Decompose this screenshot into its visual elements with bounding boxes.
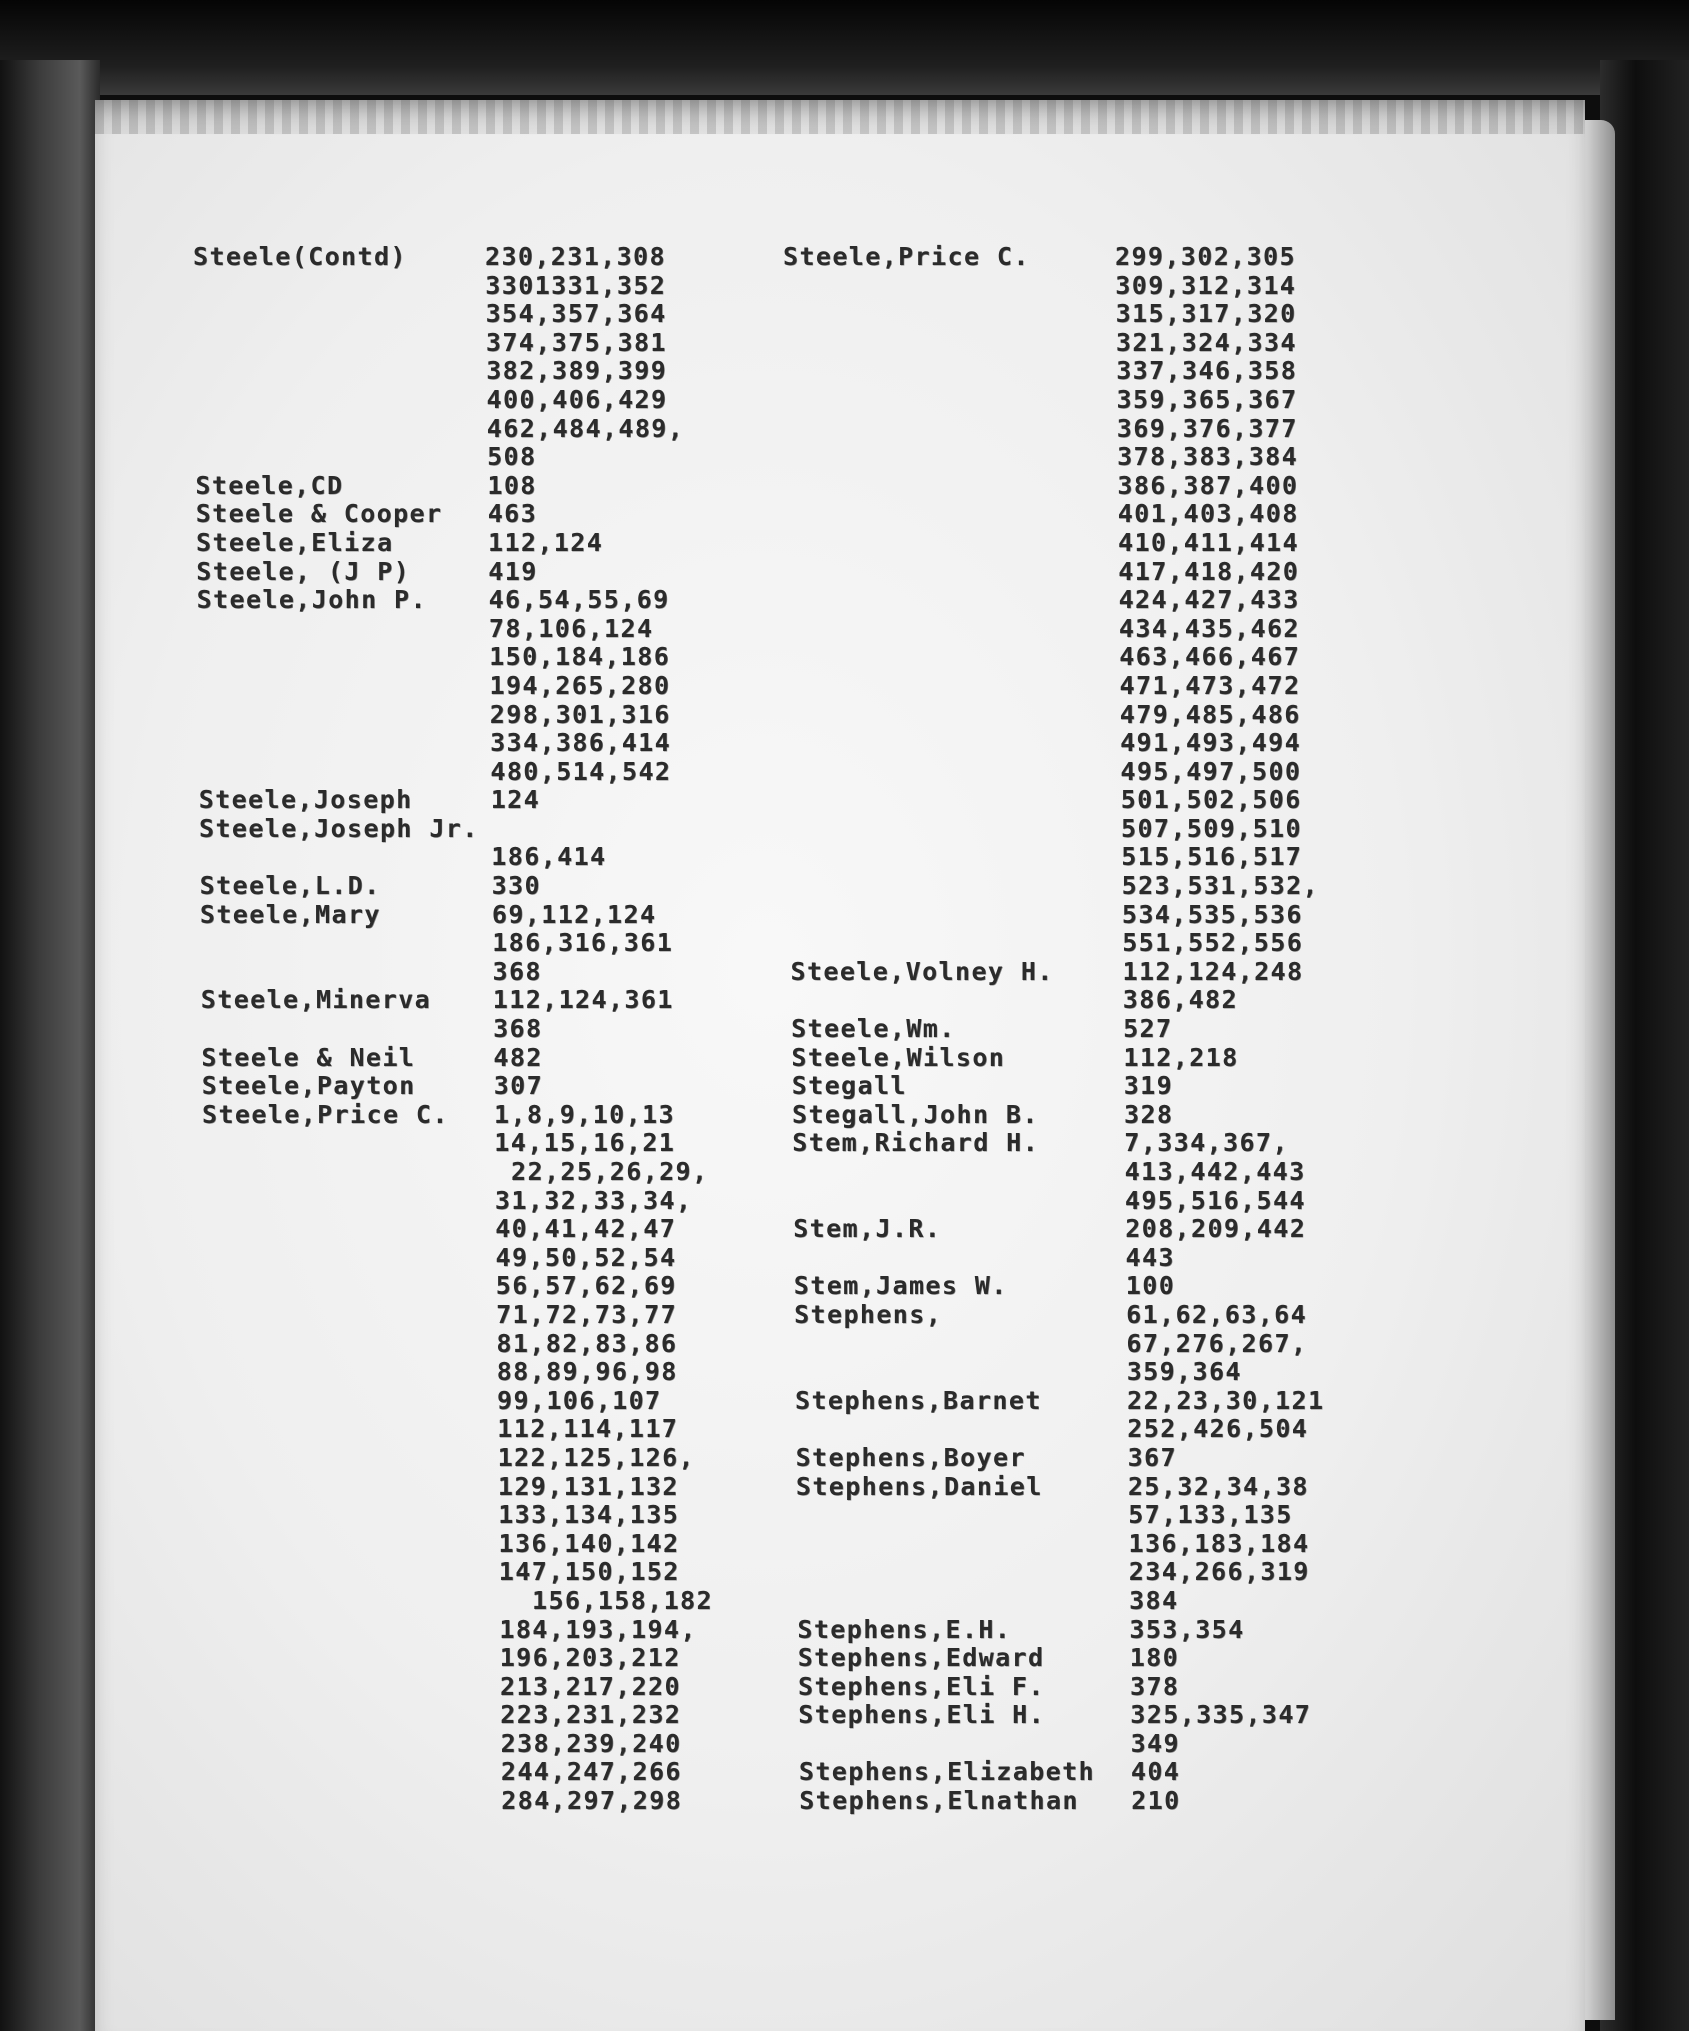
entry-name: Stem,James W. [793, 1271, 1008, 1301]
index-entry [185, 1758, 825, 1787]
index-entry [775, 472, 1495, 501]
index-entry [185, 357, 825, 386]
index-entry [185, 1129, 825, 1158]
index-entry [185, 1387, 825, 1416]
index-entry [775, 1101, 1495, 1130]
index-entry [775, 1015, 1495, 1044]
entry-pages: 515,516,517 [1121, 842, 1303, 872]
entry-pages: 319 [1123, 1071, 1174, 1101]
index-entry [775, 815, 1495, 844]
entry-pages: 471,473,472 [1119, 670, 1301, 700]
entry-pages: 196,203,212 [499, 1643, 681, 1673]
entry-pages: 330 [491, 871, 541, 901]
entry-pages: 419 [488, 556, 538, 586]
entry-pages: 443 [1125, 1242, 1175, 1272]
entry-pages: 349 [1130, 1728, 1180, 1758]
entry-pages: 124 [490, 785, 541, 815]
index-entry [185, 872, 825, 901]
index-entry [185, 615, 825, 644]
entry-pages: 523,531,532, [1121, 871, 1320, 901]
entry-pages: 325,335,347 [1130, 1700, 1312, 1730]
entry-name: Stephens,Barnet [795, 1385, 1042, 1415]
entry-name: Stephens, [794, 1299, 943, 1329]
index-entry [185, 243, 825, 272]
entry-pages: 401,403,408 [1117, 499, 1299, 529]
index-entry [185, 415, 825, 444]
index-entry [775, 729, 1495, 758]
entry-pages: 213,217,220 [500, 1671, 681, 1701]
index-entry [185, 586, 825, 615]
entry-pages: 99,106,107 [497, 1385, 662, 1415]
index-entry [185, 386, 825, 415]
entry-name: Stephens,Elizabeth [798, 1757, 1096, 1787]
index-entry [775, 1558, 1495, 1587]
entry-pages: 463,466,467 [1119, 642, 1301, 672]
entry-name: Steele & Neil [201, 1042, 416, 1072]
index-entry [775, 1673, 1495, 1702]
index-entry [775, 272, 1495, 301]
index-entry [775, 1215, 1495, 1244]
entry-pages: 112,218 [1123, 1042, 1239, 1072]
index-entry [775, 1301, 1495, 1330]
index-entry [185, 1587, 825, 1616]
entry-pages: 354,357,364 [485, 299, 667, 329]
index-entry [775, 1129, 1495, 1158]
entry-pages: 147,150,152 [498, 1557, 680, 1587]
entry-pages: 480,514,542 [490, 756, 672, 786]
entry-pages: 495,516,544 [1124, 1185, 1306, 1215]
entry-pages: 129,131,132 [497, 1471, 679, 1501]
entry-pages: 309,312,314 [1115, 270, 1297, 300]
entry-pages: 194,265,280 [489, 670, 671, 700]
entry-pages: 508 [487, 442, 537, 472]
index-entry [775, 1730, 1495, 1759]
index-entry [775, 901, 1495, 930]
entry-pages: 136,140,142 [498, 1528, 680, 1558]
index-entry [775, 1644, 1495, 1673]
index-entry [185, 329, 825, 358]
entry-pages: 67,276,267, [1126, 1328, 1308, 1358]
entry-pages: 382,389,399 [486, 356, 668, 386]
entry-pages: 359,365,367 [1116, 384, 1298, 414]
entry-pages: 234,266,319 [1128, 1557, 1310, 1587]
entry-name: Steele,Minerva [200, 985, 432, 1015]
index-entry [185, 1473, 825, 1502]
entry-pages: 495,497,500 [1120, 756, 1302, 786]
index-entry [185, 1501, 825, 1530]
entry-name: Stephens,Elnathan [799, 1786, 1079, 1816]
entry-pages: 184,193,194, [499, 1614, 697, 1644]
entry-pages: 337,346,358 [1116, 356, 1298, 386]
entry-pages: 491,493,494 [1120, 728, 1302, 758]
index-entry [185, 1616, 825, 1645]
index-entry [185, 1673, 825, 1702]
entry-pages: 424,427,433 [1118, 585, 1300, 615]
entry-pages: 463 [487, 499, 538, 529]
entry-pages: 315,317,320 [1115, 299, 1297, 329]
entry-pages: 400,406,429 [486, 384, 668, 414]
entry-pages: 88,89,96,98 [496, 1357, 678, 1387]
entry-pages: 22,23,30,121 [1127, 1385, 1325, 1415]
index-entry [775, 500, 1495, 529]
entry-pages: 501,502,506 [1120, 785, 1302, 815]
entry-pages: 299,302,305 [1115, 242, 1296, 271]
entry-pages: 122,125,126, [497, 1442, 696, 1472]
entry-pages: 180 [1129, 1643, 1180, 1673]
entry-pages: 112,124,248 [1122, 956, 1304, 986]
index-entry [185, 1272, 825, 1301]
index-entry [775, 586, 1495, 615]
entry-name: Steele,Price C. [202, 1099, 449, 1129]
entry-name: Stegall [791, 1071, 907, 1101]
entry-pages: 413,442,443 [1124, 1157, 1306, 1186]
index-entry [185, 1701, 825, 1730]
entry-name: Steele,CD [195, 470, 344, 500]
entry-pages: 386,387,400 [1117, 470, 1299, 500]
entry-pages: 369,376,377 [1116, 413, 1298, 443]
index-entry [775, 415, 1495, 444]
entry-pages: 244,247,266 [500, 1757, 682, 1787]
entry-pages: 368 [492, 956, 542, 986]
index-entry [775, 843, 1495, 872]
entry-pages: 14,15,16,21 [494, 1128, 676, 1158]
entry-pages: 479,485,486 [1119, 699, 1301, 729]
entry-pages: 482 [493, 1042, 543, 1072]
entry-pages: 22,25,26,29, [494, 1157, 709, 1186]
index-entry [185, 1187, 825, 1216]
index-entry [185, 843, 825, 872]
entry-pages: 284,297,298 [501, 1786, 683, 1816]
index-entry [185, 1730, 825, 1759]
entry-pages: 307 [493, 1071, 544, 1101]
entry-pages: 551,552,556 [1122, 928, 1304, 958]
entry-name: Stephens,Eli H. [798, 1700, 1046, 1730]
entry-pages: 374,375,381 [485, 327, 667, 357]
index-entry [185, 500, 825, 529]
entry-name: Stephens,Eli F. [798, 1671, 1045, 1701]
entry-name: Stem,Richard H. [792, 1128, 1040, 1158]
entry-pages: 252,426,504 [1127, 1414, 1309, 1444]
index-entry [775, 1387, 1495, 1416]
index-entry [775, 1701, 1495, 1730]
entry-pages: 386,482 [1122, 985, 1238, 1015]
index-entry [775, 672, 1495, 701]
entry-pages: 230,231,308 [485, 242, 666, 271]
entry-pages: 46,54,55,69 [488, 585, 670, 615]
index-entry [775, 786, 1495, 815]
index-entry [775, 1587, 1495, 1616]
index-entry [185, 1330, 825, 1359]
entry-name: Stegall,John B. [792, 1099, 1039, 1129]
entry-name: Steele,Mary [199, 899, 381, 929]
index-entry [775, 1158, 1495, 1187]
index-entry [185, 443, 825, 472]
index-entry [775, 1415, 1495, 1444]
entry-pages: 112,124,361 [492, 985, 674, 1015]
index-entry [775, 300, 1495, 329]
entry-pages: 417,418,420 [1118, 556, 1300, 586]
entry-name: Steele(Contd) [193, 242, 407, 271]
entry-pages: 133,134,135 [498, 1500, 680, 1530]
entry-pages: 334,386,414 [490, 728, 672, 758]
index-entry [185, 786, 825, 815]
entry-pages: 112,124 [488, 527, 604, 557]
entry-pages: 186,316,361 [492, 928, 674, 958]
entry-name: Stephens,Edward [797, 1643, 1045, 1673]
entry-pages: 25,32,34,38 [1127, 1471, 1309, 1501]
entry-name: Steele,Eliza [196, 527, 394, 557]
index-entry [185, 1072, 825, 1101]
entry-name: Steele, (J P) [196, 556, 411, 586]
entry-pages: 404 [1130, 1757, 1181, 1787]
entry-pages: 150,184,186 [489, 642, 671, 672]
index-entry [185, 986, 825, 1015]
index-entry [775, 701, 1495, 730]
entry-pages: 462,484,489, [486, 413, 685, 443]
index-entry [775, 1187, 1495, 1216]
index-entry [775, 615, 1495, 644]
entry-pages: 367 [1127, 1442, 1177, 1472]
index-entry [185, 1215, 825, 1244]
entry-pages: 410,411,414 [1118, 527, 1299, 557]
entry-pages: 223,231,232 [500, 1700, 682, 1730]
index-entry [185, 1530, 825, 1559]
index-entry [775, 1044, 1495, 1073]
index-entry [185, 901, 825, 930]
entry-name: Steele,Price C. [783, 242, 1030, 271]
index-entry [775, 558, 1495, 587]
entry-pages: 378,383,384 [1117, 442, 1299, 472]
entry-pages: 71,72,73,77 [496, 1299, 678, 1329]
index-entry [775, 643, 1495, 672]
entry-pages: 353,354 [1129, 1614, 1245, 1644]
entry-name: Steele,John P. [196, 585, 427, 615]
index-entry [185, 1644, 825, 1673]
entry-name: Stephens,Boyer [795, 1442, 1026, 1472]
index-entry [185, 815, 825, 844]
entry-pages: 81,82,83,86 [496, 1328, 678, 1358]
index-entry [775, 1501, 1495, 1530]
entry-pages: 527 [1123, 1014, 1173, 1044]
entry-pages: 321,324,334 [1115, 327, 1297, 357]
index-entry [185, 1101, 825, 1130]
index-entry [775, 243, 1495, 272]
index-entry [185, 643, 825, 672]
entry-pages: 210 [1131, 1786, 1181, 1816]
entry-pages: 49,50,52,54 [495, 1242, 677, 1272]
entry-pages: 56,57,62,69 [495, 1271, 677, 1301]
index-entry [185, 1244, 825, 1273]
index-entry [185, 300, 825, 329]
index-entry [185, 672, 825, 701]
index-entry [775, 1758, 1495, 1787]
entry-pages: 100 [1125, 1271, 1176, 1301]
entry-pages: 186,414 [491, 842, 607, 872]
index-entry [185, 701, 825, 730]
entry-pages: 57,133,135 [1128, 1500, 1293, 1530]
index-entry [775, 1244, 1495, 1273]
index-page [95, 100, 1585, 2031]
index-entry [185, 1444, 825, 1473]
index-entry [775, 1444, 1495, 1473]
entry-pages: 1,8,9,10,13 [494, 1099, 675, 1129]
index-entry [775, 1530, 1495, 1559]
viewer-frame-left [0, 60, 100, 2031]
index-entry [185, 1787, 825, 1816]
entry-pages: 378 [1130, 1671, 1180, 1701]
index-entry [775, 1330, 1495, 1359]
entry-pages: 434,435,462 [1118, 613, 1300, 643]
entry-name: Steele,Joseph [198, 785, 413, 815]
entry-pages: 40,41,42,47 [495, 1214, 677, 1244]
index-column-left [185, 243, 825, 1816]
viewer-frame-top [0, 0, 1689, 95]
index-entry [775, 958, 1495, 987]
index-entry [185, 529, 825, 558]
index-entry [185, 1044, 825, 1073]
index-entry [775, 329, 1495, 358]
index-entry [185, 1358, 825, 1387]
entry-pages: 298,301,316 [489, 699, 671, 729]
entry-pages: 208,209,442 [1125, 1214, 1307, 1244]
entry-pages: 108 [487, 470, 537, 500]
entry-name: Steele,Wm. [791, 1014, 956, 1044]
index-entry [775, 357, 1495, 386]
index-entry [185, 472, 825, 501]
index-entry [185, 1415, 825, 1444]
index-entry [185, 729, 825, 758]
index-entry [185, 929, 825, 958]
index-entry [775, 1072, 1495, 1101]
index-entry [775, 986, 1495, 1015]
entry-name: Steele & Cooper [195, 499, 443, 529]
index-entry [775, 1787, 1495, 1816]
index-entry [775, 386, 1495, 415]
entry-pages: 136,183,184 [1128, 1528, 1310, 1558]
index-entry [775, 1473, 1495, 1502]
entry-pages: 328 [1124, 1099, 1174, 1129]
index-entry [775, 872, 1495, 901]
entry-name: Steele,Volney H. [790, 956, 1054, 986]
entry-name: Steele,Joseph Jr. [199, 813, 479, 843]
entry-pages: 368 [493, 1014, 543, 1044]
index-entry [185, 758, 825, 787]
entry-pages: 31,32,33,34, [494, 1185, 693, 1215]
index-entry [775, 758, 1495, 787]
entry-pages: 384 [1129, 1585, 1179, 1615]
index-entry [775, 929, 1495, 958]
entry-pages: 156,158,182 [499, 1585, 713, 1615]
entry-pages: 61,62,63,64 [1126, 1299, 1308, 1329]
entry-pages: 7,334,367, [1124, 1128, 1289, 1158]
index-entry [185, 1301, 825, 1330]
index-entry [775, 1616, 1495, 1645]
index-entry [775, 443, 1495, 472]
index-entry [185, 958, 825, 987]
index-entry [775, 1272, 1495, 1301]
entry-name: Steele,Wilson [791, 1042, 1006, 1072]
entry-pages: 507,509,510 [1121, 813, 1302, 843]
entry-pages: 69,112,124 [491, 899, 657, 929]
index-entry [185, 1015, 825, 1044]
entry-pages: 238,239,240 [500, 1728, 682, 1758]
paper-top-edge [95, 100, 1585, 134]
entry-name: Steele,Payton [201, 1071, 416, 1101]
entry-pages: 78,106,124 [488, 613, 654, 643]
entry-pages: 3301331,352 [485, 270, 667, 300]
entry-name: Stephens,Daniel [795, 1471, 1043, 1501]
index-entry [775, 1358, 1495, 1387]
entry-name: Stephens,E.H. [797, 1614, 1012, 1644]
index-column-right [775, 243, 1495, 1816]
entry-pages: 534,535,536 [1121, 899, 1303, 929]
index-entry [185, 272, 825, 301]
index-entry [185, 1158, 825, 1187]
entry-name: Stem,J.R. [793, 1214, 942, 1244]
index-entry [775, 529, 1495, 558]
index-entry [185, 558, 825, 587]
index-entry [185, 1558, 825, 1587]
entry-name: Steele,L.D. [199, 871, 381, 901]
entry-pages: 112,114,117 [497, 1414, 679, 1444]
entry-pages: 359,364 [1126, 1357, 1242, 1387]
